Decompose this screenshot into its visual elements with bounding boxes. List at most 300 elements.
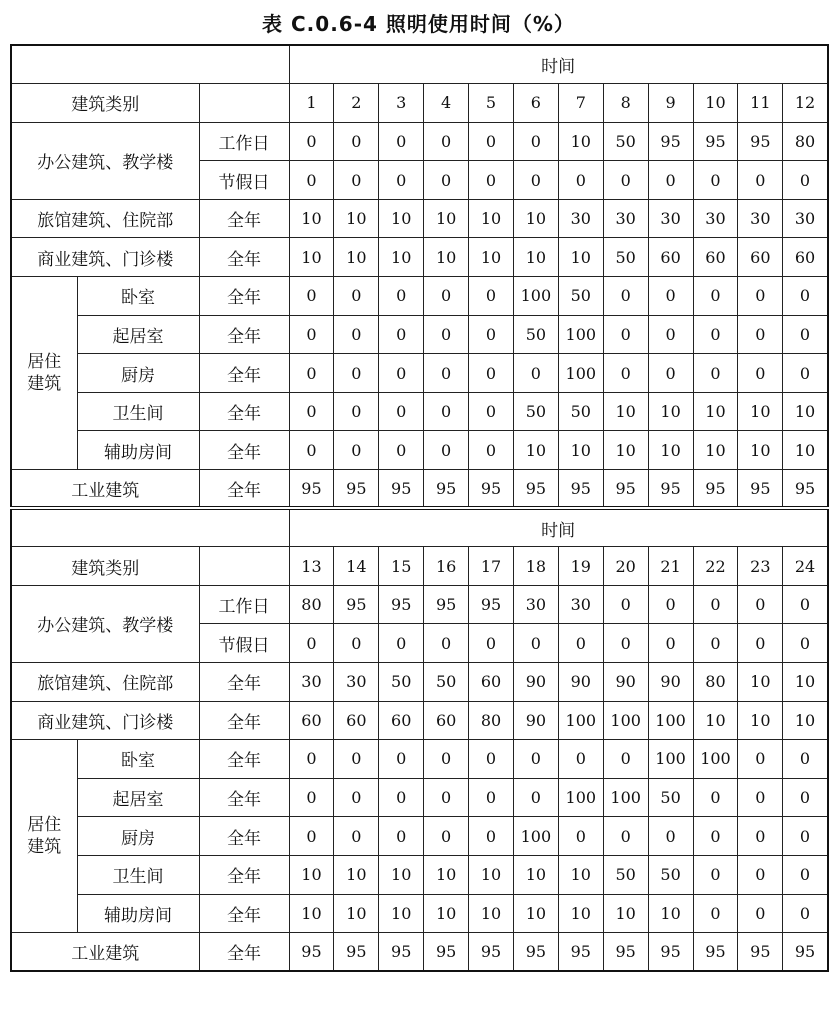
value-cell: 0: [603, 161, 648, 200]
value-cell: 0: [379, 354, 424, 393]
value-cell: 10: [648, 392, 693, 431]
hour-cell: 16: [424, 547, 469, 586]
period-cell: 全年: [199, 701, 289, 740]
value-cell: 90: [513, 663, 558, 702]
value-cell: 10: [558, 238, 603, 277]
room-name-cell: 卫生间: [77, 392, 199, 431]
value-cell: 0: [334, 778, 379, 817]
value-cell: 0: [783, 277, 828, 316]
value-cell: 0: [379, 315, 424, 354]
residential-group-cell: [11, 277, 77, 470]
value-cell: 0: [693, 277, 738, 316]
value-cell: 0: [783, 817, 828, 856]
room-name-cell: 厨房: [77, 354, 199, 393]
value-cell: 10: [379, 199, 424, 238]
value-cell: 10: [379, 855, 424, 894]
time-header-row: [11, 45, 828, 84]
value-cell: 60: [783, 238, 828, 277]
value-cell: 0: [379, 392, 424, 431]
value-cell: 0: [558, 817, 603, 856]
value-cell: 50: [513, 315, 558, 354]
period-cell: 全年: [199, 277, 289, 316]
value-cell: 0: [469, 624, 514, 663]
value-cell: 10: [469, 894, 514, 933]
value-cell: 0: [738, 778, 783, 817]
value-cell: 95: [738, 933, 783, 972]
value-cell: 60: [648, 238, 693, 277]
value-cell: 95: [469, 933, 514, 972]
period-cell: 全年: [199, 431, 289, 470]
period-cell: 全年: [199, 778, 289, 817]
value-cell: 0: [513, 778, 558, 817]
value-cell: 50: [648, 778, 693, 817]
lighting-usage-table: [10, 44, 829, 972]
value-cell: 100: [648, 740, 693, 779]
value-cell: 0: [289, 161, 334, 200]
table-row: [11, 392, 828, 431]
value-cell: 0: [783, 624, 828, 663]
category-name-cell: 商业建筑、门诊楼: [11, 701, 199, 740]
value-cell: 0: [289, 277, 334, 316]
value-cell: 0: [603, 585, 648, 624]
value-cell: 0: [424, 392, 469, 431]
value-cell: 10: [289, 199, 334, 238]
table-row: [11, 740, 828, 779]
table-row: [11, 585, 828, 624]
value-cell: 30: [289, 663, 334, 702]
value-cell: 10: [513, 238, 558, 277]
value-cell: 0: [783, 161, 828, 200]
value-cell: 10: [783, 392, 828, 431]
value-cell: 0: [693, 161, 738, 200]
hour-cell: 1: [289, 84, 334, 123]
value-cell: 10: [783, 431, 828, 470]
value-cell: 95: [469, 470, 514, 509]
value-cell: 0: [469, 817, 514, 856]
table-row: [11, 277, 828, 316]
period-cell: 全年: [199, 817, 289, 856]
blank-corner-cell: [11, 45, 289, 84]
value-cell: 0: [693, 817, 738, 856]
value-cell: 50: [603, 855, 648, 894]
value-cell: 10: [424, 855, 469, 894]
value-cell: 0: [648, 315, 693, 354]
hour-cell: 10: [693, 84, 738, 123]
value-cell: 95: [693, 470, 738, 509]
category-name-cell: 工业建筑: [11, 470, 199, 509]
value-cell: 95: [783, 933, 828, 972]
value-cell: 10: [648, 431, 693, 470]
value-cell: 0: [469, 740, 514, 779]
hour-cell: 5: [469, 84, 514, 123]
value-cell: 90: [558, 663, 603, 702]
value-cell: 0: [603, 817, 648, 856]
value-cell: 0: [603, 740, 648, 779]
value-cell: 0: [379, 740, 424, 779]
value-cell: 0: [379, 122, 424, 161]
value-cell: 0: [334, 277, 379, 316]
table-row: [11, 663, 828, 702]
value-cell: 0: [379, 778, 424, 817]
value-cell: 10: [513, 199, 558, 238]
table-row: [11, 470, 828, 509]
value-cell: 0: [379, 161, 424, 200]
value-cell: 0: [558, 161, 603, 200]
value-cell: 0: [424, 122, 469, 161]
value-cell: 95: [424, 585, 469, 624]
value-cell: 10: [513, 894, 558, 933]
category-name-cell: 办公建筑、教学楼: [11, 585, 199, 662]
value-cell: 80: [469, 701, 514, 740]
value-cell: 95: [603, 470, 648, 509]
value-cell: 0: [289, 431, 334, 470]
value-cell: 0: [648, 277, 693, 316]
room-name-cell: 起居室: [77, 778, 199, 817]
value-cell: 0: [379, 817, 424, 856]
time-header-cell: 时间: [289, 508, 828, 547]
value-cell: 0: [783, 778, 828, 817]
value-cell: 80: [289, 585, 334, 624]
table-row: [11, 701, 828, 740]
value-cell: 0: [424, 315, 469, 354]
value-cell: 0: [513, 624, 558, 663]
table-row: [11, 122, 828, 161]
value-cell: 60: [289, 701, 334, 740]
value-cell: 95: [334, 470, 379, 509]
value-cell: 95: [693, 122, 738, 161]
value-cell: 30: [334, 663, 379, 702]
value-cell: 0: [693, 354, 738, 393]
value-cell: 0: [334, 624, 379, 663]
hour-cell: 9: [648, 84, 693, 123]
value-cell: 0: [693, 778, 738, 817]
value-cell: 0: [334, 431, 379, 470]
residential-label-text: 居住建筑: [27, 352, 62, 395]
table-row: [11, 933, 828, 972]
hour-header-row: [11, 84, 828, 123]
value-cell: 30: [738, 199, 783, 238]
value-cell: 90: [513, 701, 558, 740]
value-cell: 0: [379, 431, 424, 470]
value-cell: 95: [513, 470, 558, 509]
value-cell: 10: [693, 701, 738, 740]
value-cell: 0: [603, 315, 648, 354]
value-cell: 10: [693, 392, 738, 431]
value-cell: 0: [783, 354, 828, 393]
hour-cell: 21: [648, 547, 693, 586]
value-cell: 0: [738, 277, 783, 316]
value-cell: 10: [379, 894, 424, 933]
value-cell: 0: [379, 277, 424, 316]
value-cell: 95: [648, 933, 693, 972]
table-row: [11, 199, 828, 238]
value-cell: 0: [648, 624, 693, 663]
table-title: 表 C.0.6-4 照明使用时间（%）: [262, 12, 575, 36]
value-cell: 100: [513, 277, 558, 316]
value-cell: 10: [783, 701, 828, 740]
value-cell: 0: [334, 161, 379, 200]
value-cell: 0: [289, 740, 334, 779]
value-cell: 60: [379, 701, 424, 740]
hour-cell: 12: [783, 84, 828, 123]
value-cell: 0: [424, 778, 469, 817]
value-cell: 0: [603, 354, 648, 393]
value-cell: 50: [603, 238, 648, 277]
value-cell: 90: [648, 663, 693, 702]
value-cell: 10: [334, 894, 379, 933]
value-cell: 10: [558, 894, 603, 933]
value-cell: 95: [558, 933, 603, 972]
value-cell: 100: [558, 315, 603, 354]
value-cell: 95: [289, 933, 334, 972]
value-cell: 95: [379, 933, 424, 972]
category-name-cell: 旅馆建筑、住院部: [11, 663, 199, 702]
table-row: [11, 778, 828, 817]
value-cell: 0: [738, 161, 783, 200]
value-cell: 10: [379, 238, 424, 277]
table-row: [11, 817, 828, 856]
value-cell: 0: [603, 624, 648, 663]
value-cell: 0: [334, 392, 379, 431]
value-cell: 10: [513, 431, 558, 470]
value-cell: 0: [738, 894, 783, 933]
value-cell: 10: [469, 855, 514, 894]
value-cell: 0: [334, 817, 379, 856]
period-cell: 节假日: [199, 161, 289, 200]
table-row: [11, 238, 828, 277]
value-cell: 80: [693, 663, 738, 702]
hour-cell: 2: [334, 84, 379, 123]
hour-cell: 24: [783, 547, 828, 586]
value-cell: 10: [648, 894, 693, 933]
room-name-cell: 卫生间: [77, 855, 199, 894]
category-header-cell: 建筑类别: [11, 84, 199, 123]
value-cell: 60: [334, 701, 379, 740]
category-name-cell: 商业建筑、门诊楼: [11, 238, 199, 277]
value-cell: 100: [558, 354, 603, 393]
value-cell: 0: [469, 431, 514, 470]
value-cell: 0: [513, 354, 558, 393]
value-cell: 0: [693, 894, 738, 933]
value-cell: 95: [469, 585, 514, 624]
value-cell: 10: [289, 894, 334, 933]
value-cell: 10: [334, 199, 379, 238]
value-cell: 0: [424, 740, 469, 779]
value-cell: 0: [289, 778, 334, 817]
value-cell: 60: [469, 663, 514, 702]
residential-group-cell: [11, 740, 77, 933]
value-cell: 10: [603, 894, 648, 933]
value-cell: 100: [648, 701, 693, 740]
value-cell: 50: [648, 855, 693, 894]
value-cell: 0: [469, 354, 514, 393]
value-cell: 100: [693, 740, 738, 779]
value-cell: 95: [289, 470, 334, 509]
hour-cell: 20: [603, 547, 648, 586]
value-cell: 0: [289, 315, 334, 354]
hour-cell: 15: [379, 547, 424, 586]
time-header-row: [11, 508, 828, 547]
hour-cell: 19: [558, 547, 603, 586]
value-cell: 95: [424, 470, 469, 509]
value-cell: 0: [424, 817, 469, 856]
value-cell: 95: [379, 585, 424, 624]
room-name-cell: 辅助房间: [77, 894, 199, 933]
hour-cell: 17: [469, 547, 514, 586]
value-cell: 95: [738, 122, 783, 161]
value-cell: 50: [558, 392, 603, 431]
value-cell: 30: [648, 199, 693, 238]
value-cell: 50: [379, 663, 424, 702]
value-cell: 10: [513, 855, 558, 894]
value-cell: 10: [693, 431, 738, 470]
value-cell: 0: [558, 740, 603, 779]
value-cell: 50: [603, 122, 648, 161]
value-cell: 30: [558, 199, 603, 238]
value-cell: 0: [424, 431, 469, 470]
value-cell: 0: [469, 778, 514, 817]
value-cell: 0: [289, 817, 334, 856]
value-cell: 0: [424, 161, 469, 200]
value-cell: 95: [334, 933, 379, 972]
value-cell: 0: [738, 315, 783, 354]
value-cell: 0: [648, 161, 693, 200]
value-cell: 100: [558, 701, 603, 740]
hour-cell: 8: [603, 84, 648, 123]
value-cell: 0: [334, 354, 379, 393]
hour-cell: 4: [424, 84, 469, 123]
hour-cell: 18: [513, 547, 558, 586]
value-cell: 60: [738, 238, 783, 277]
value-cell: 100: [558, 778, 603, 817]
value-cell: 10: [289, 238, 334, 277]
value-cell: 30: [693, 199, 738, 238]
value-cell: 10: [738, 431, 783, 470]
period-cell: 全年: [199, 238, 289, 277]
room-name-cell: 卧室: [77, 740, 199, 779]
hour-cell: 22: [693, 547, 738, 586]
category-name-cell: 工业建筑: [11, 933, 199, 972]
value-cell: 100: [513, 817, 558, 856]
value-cell: 95: [783, 470, 828, 509]
value-cell: 30: [603, 199, 648, 238]
hour-cell: 7: [558, 84, 603, 123]
value-cell: 0: [648, 354, 693, 393]
value-cell: 10: [469, 199, 514, 238]
hour-header-row: [11, 547, 828, 586]
value-cell: 0: [648, 817, 693, 856]
category-name-cell: 旅馆建筑、住院部: [11, 199, 199, 238]
period-cell: 全年: [199, 740, 289, 779]
value-cell: 30: [783, 199, 828, 238]
value-cell: 0: [469, 392, 514, 431]
period-cell: 全年: [199, 470, 289, 509]
value-cell: 95: [558, 470, 603, 509]
value-cell: 0: [738, 855, 783, 894]
value-cell: 0: [513, 161, 558, 200]
hour-cell: 3: [379, 84, 424, 123]
value-cell: 0: [693, 585, 738, 624]
value-cell: 50: [424, 663, 469, 702]
value-cell: 0: [469, 122, 514, 161]
value-cell: 0: [693, 315, 738, 354]
hour-cell: 13: [289, 547, 334, 586]
value-cell: 0: [289, 354, 334, 393]
blank-corner-cell: [11, 508, 289, 547]
value-cell: 0: [334, 315, 379, 354]
room-name-cell: 起居室: [77, 315, 199, 354]
period-cell: 全年: [199, 315, 289, 354]
value-cell: 0: [289, 122, 334, 161]
value-cell: 0: [783, 855, 828, 894]
value-cell: 10: [424, 199, 469, 238]
category-header-cell: 建筑类别: [11, 547, 199, 586]
value-cell: 95: [603, 933, 648, 972]
value-cell: 95: [693, 933, 738, 972]
hour-cell: 14: [334, 547, 379, 586]
blank-period-cell: [199, 84, 289, 123]
period-cell: 全年: [199, 354, 289, 393]
value-cell: 0: [424, 277, 469, 316]
value-cell: 0: [289, 392, 334, 431]
value-cell: 95: [648, 470, 693, 509]
time-header-cell: 时间: [289, 45, 828, 84]
value-cell: 0: [334, 740, 379, 779]
value-cell: 95: [334, 585, 379, 624]
room-name-cell: 辅助房间: [77, 431, 199, 470]
period-cell: 全年: [199, 855, 289, 894]
value-cell: 10: [603, 431, 648, 470]
value-cell: 0: [738, 585, 783, 624]
value-cell: 0: [513, 740, 558, 779]
value-cell: 0: [693, 855, 738, 894]
value-cell: 0: [783, 585, 828, 624]
value-cell: 0: [783, 740, 828, 779]
period-cell: 全年: [199, 894, 289, 933]
value-cell: 0: [469, 315, 514, 354]
table-row: [11, 431, 828, 470]
value-cell: 100: [603, 701, 648, 740]
value-cell: 0: [334, 122, 379, 161]
value-cell: 10: [558, 122, 603, 161]
value-cell: 10: [424, 238, 469, 277]
value-cell: 0: [469, 161, 514, 200]
value-cell: 30: [513, 585, 558, 624]
value-cell: 0: [738, 740, 783, 779]
value-cell: 0: [513, 122, 558, 161]
value-cell: 10: [603, 392, 648, 431]
value-cell: 0: [648, 585, 693, 624]
value-cell: 0: [424, 624, 469, 663]
value-cell: 50: [558, 277, 603, 316]
value-cell: 10: [783, 663, 828, 702]
value-cell: 0: [379, 624, 424, 663]
room-name-cell: 厨房: [77, 817, 199, 856]
period-cell: 全年: [199, 663, 289, 702]
value-cell: 0: [738, 624, 783, 663]
value-cell: 95: [424, 933, 469, 972]
value-cell: 0: [738, 817, 783, 856]
value-cell: 10: [469, 238, 514, 277]
value-cell: 10: [738, 392, 783, 431]
hour-cell: 11: [738, 84, 783, 123]
value-cell: 10: [424, 894, 469, 933]
value-cell: 50: [513, 392, 558, 431]
residential-label-text: 居住建筑: [27, 815, 62, 858]
value-cell: 0: [783, 894, 828, 933]
period-cell: 全年: [199, 933, 289, 972]
value-cell: 95: [513, 933, 558, 972]
